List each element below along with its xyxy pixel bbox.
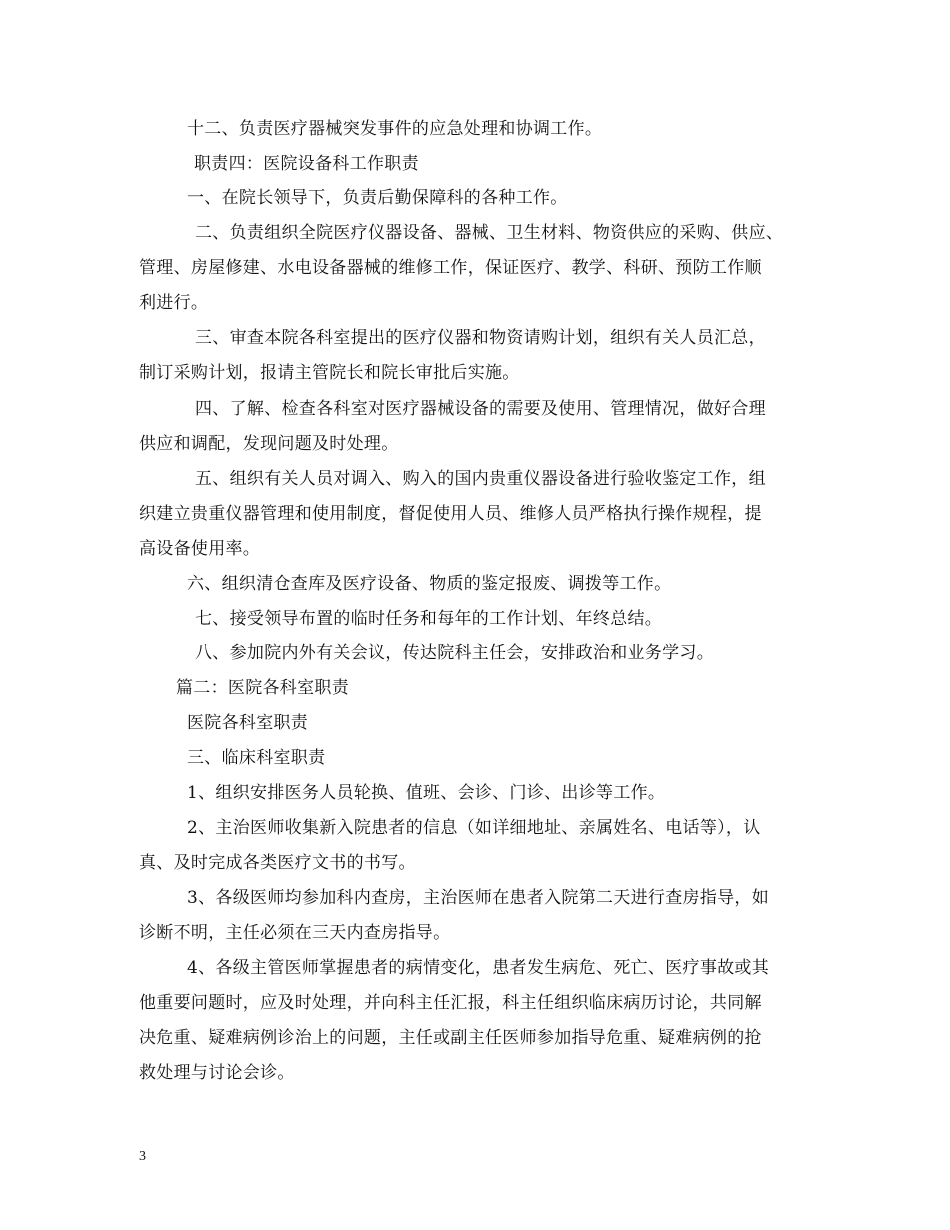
section-heading: 三、临床科室职责 <box>187 748 326 768</box>
paragraph-line: 十二、负责医疗器械突发事件的应急处理和协调工作。 <box>187 119 603 139</box>
paragraph-line: 六、组织清仓查库及医疗设备、物质的鉴定报废、调拨等工作。 <box>187 574 672 594</box>
paragraph-line: 三、审查本院各科室提出的医疗仪器和物资请购计划，组织有关人员汇总， <box>195 328 766 348</box>
paragraph-line: 他重要问题时，应及时处理，并向科主任汇报，科主任组织临床病历讨论，共同解 <box>139 993 762 1013</box>
paragraph-line: 七、接受领导布置的临时任务和每年的工作计划、年终总结。 <box>195 609 663 629</box>
paragraph-line: 管理、房屋修建、水电设备器械的维修工作，保证医疗、教学、科研、预防工作顺 <box>139 258 762 278</box>
paragraph-line: 4、各级主管医师掌握患者的病情变化，患者发生病危、死亡、医疗事故或其 <box>187 958 770 978</box>
section-heading: 职责四：医院设备科工作职责 <box>194 154 419 174</box>
paragraph-line: 供应和调配，发现问题及时处理。 <box>139 434 399 454</box>
page-number: 3 <box>139 1149 146 1164</box>
section-heading: 篇二：医院各科室职责 <box>176 678 349 698</box>
paragraph-line: 1、组织安排医务人员轮换、值班、会诊、门诊、出诊等工作。 <box>187 783 666 803</box>
paragraph-line: 二、负责组织全院医疗仪器设备、器械、卫生材料、物资供应的采购、供应、 <box>195 223 784 243</box>
paragraph-line: 制订采购计划，报请主管院长和院长审批后实施。 <box>139 363 520 383</box>
section-heading: 医院各科室职责 <box>187 713 309 733</box>
paragraph-line: 3、各级医师均参加科内查房，主治医师在患者入院第二天进行查房指导，如 <box>187 888 770 908</box>
paragraph-line: 2、主治医师收集新入院患者的信息（如详细地址、亲属姓名、电话等），认 <box>187 818 761 838</box>
paragraph-line: 真、及时完成各类医疗文书的书写。 <box>139 853 416 873</box>
paragraph-line: 决危重、疑难病例诊治上的问题，主任或副主任医师参加指导危重、疑难病例的抢 <box>139 1028 762 1048</box>
paragraph-line: 救处理与讨论会诊。 <box>139 1063 295 1083</box>
paragraph-line: 诊断不明，主任必须在三天内查房指导。 <box>139 923 451 943</box>
paragraph-line: 高设备使用率。 <box>139 539 261 559</box>
paragraph-line: 四、了解、检查各科室对医疗器械设备的需要及使用、管理情况，做好合理 <box>195 399 766 419</box>
paragraph-line: 织建立贵重仪器管理和使用制度，督促使用人员、维修人员严格执行操作规程，提 <box>139 504 762 524</box>
paragraph-line: 五、组织有关人员对调入、购入的国内贵重仪器设备进行验收鉴定工作，组 <box>195 469 766 489</box>
paragraph-line: 八、参加院内外有关会议，传达院科主任会，安排政治和业务学习。 <box>195 643 714 663</box>
paragraph-line: 利进行。 <box>139 293 209 313</box>
paragraph-line: 一、在院长领导下，负责后勤保障科的各种工作。 <box>187 188 568 208</box>
